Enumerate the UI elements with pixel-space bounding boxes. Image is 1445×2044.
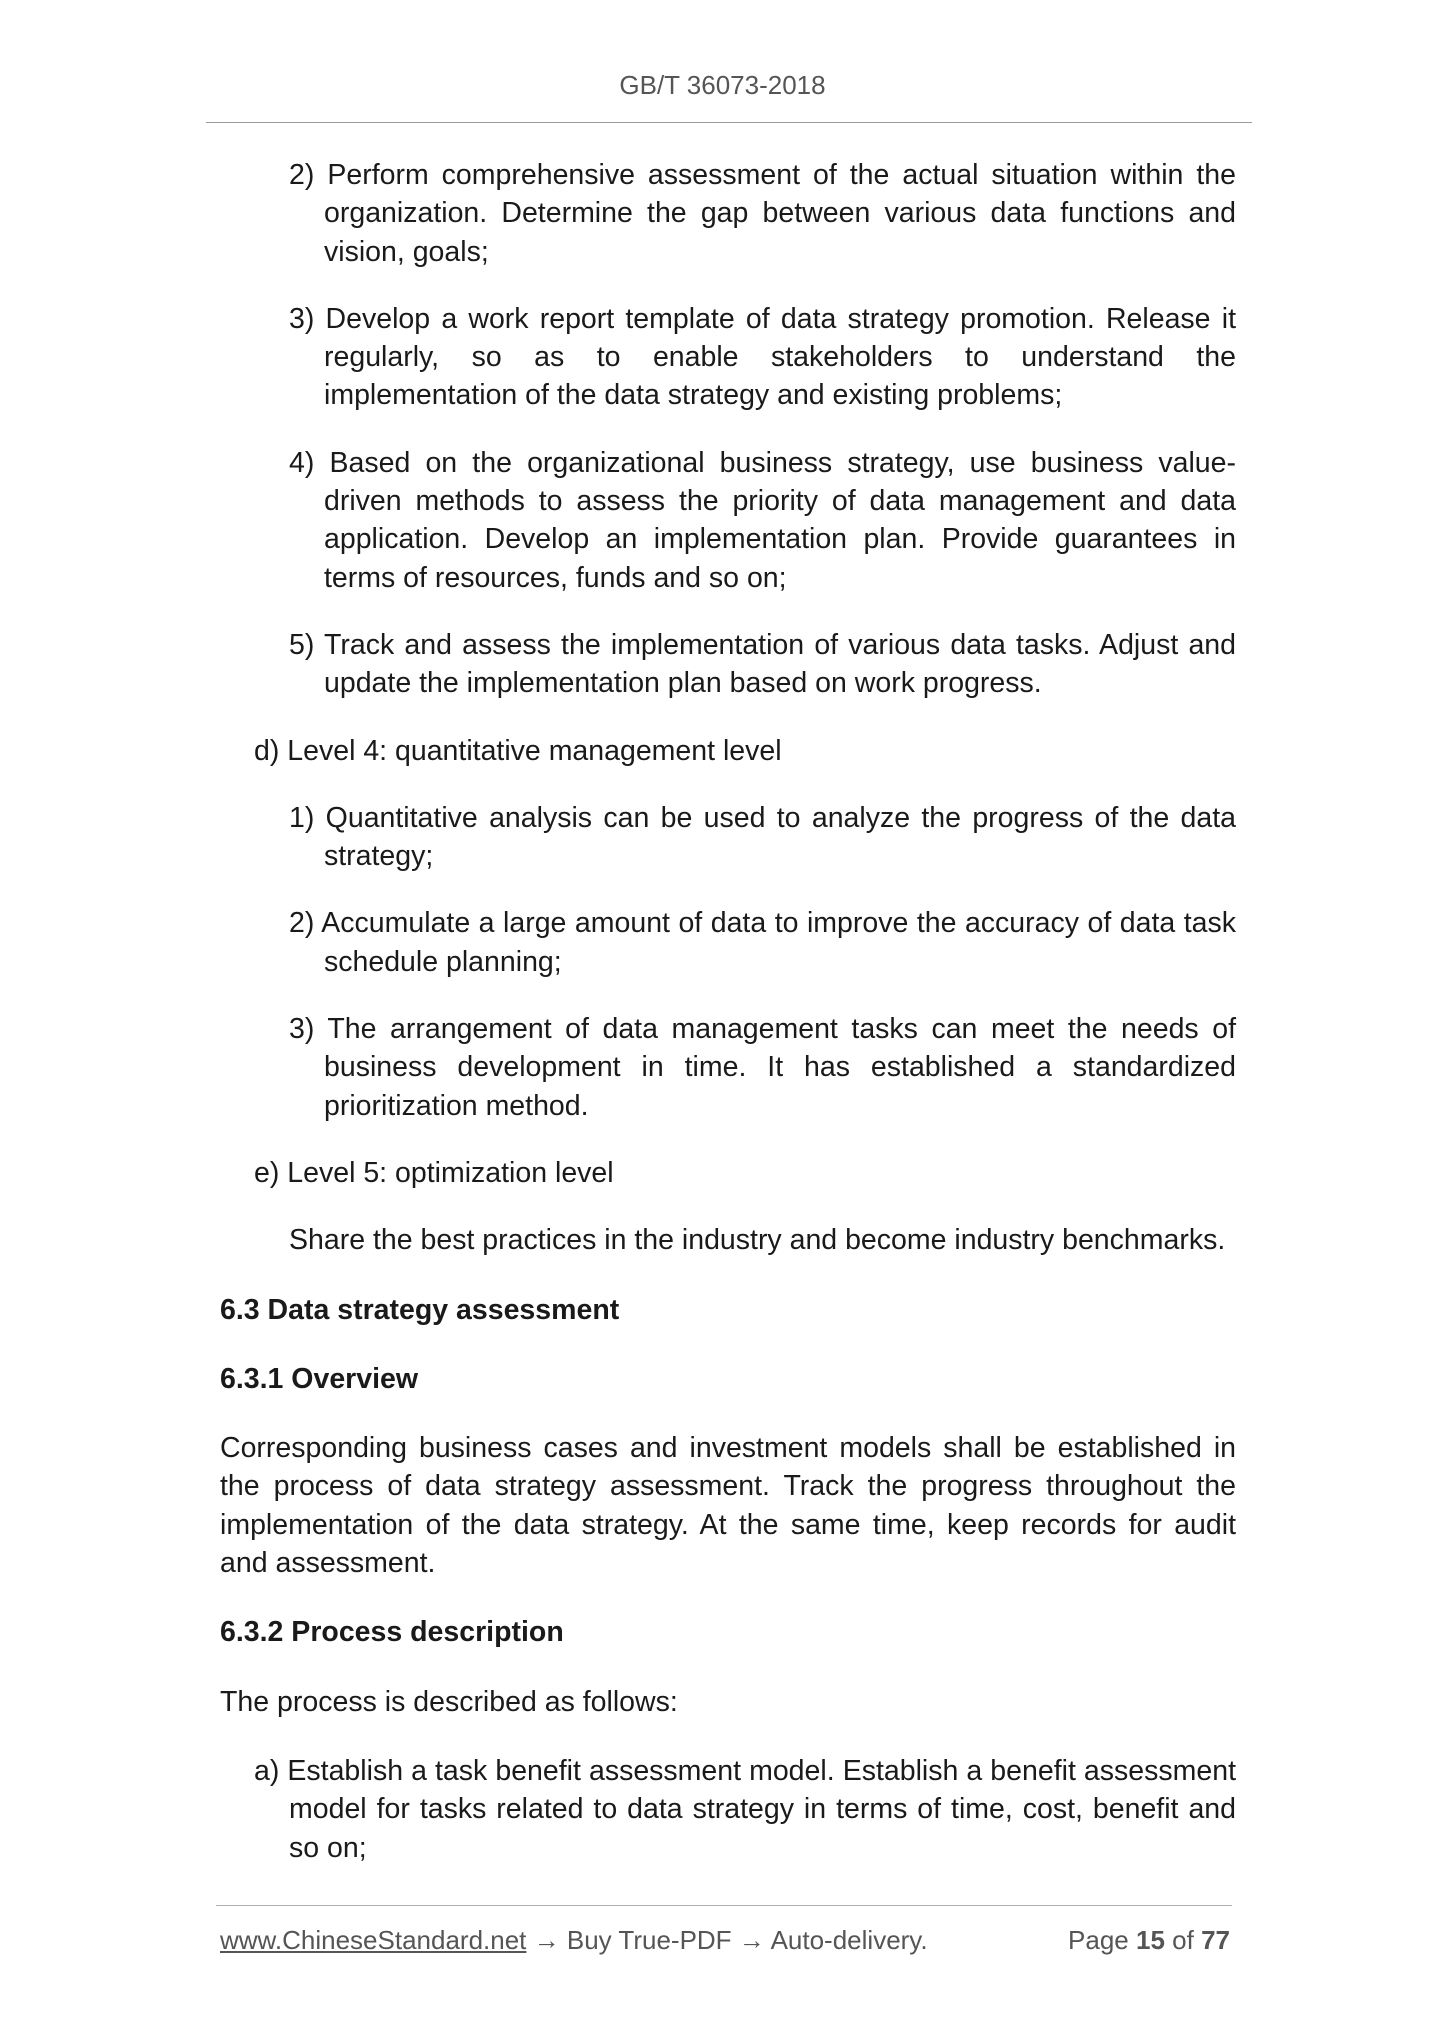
- item-label: 3): [289, 302, 315, 335]
- subsection-heading: 6.3.2 Process description: [220, 1616, 564, 1649]
- list-item: [220, 904, 1236, 981]
- item-text: Quantitative analysis can be used to analyze the progress of the data strategy;: [324, 801, 1237, 873]
- item-text: Establish a task benefit assessment model. Establish a benefit assessment model for tasks related to data strategy in terms of time, cost, benefit and so on;: [287, 1754, 1236, 1864]
- section-heading: 6.3 Data strategy assessment: [220, 1293, 620, 1326]
- footer-promo-text: → Buy True-PDF → Auto-delivery.: [526, 1925, 928, 1955]
- item-text: Based on the organizational business strategy, use business value-driven methods to assess the priority of data management and data application. Develop an implementation plan. Provide guarantees in terms of resources, funds and so on;: [324, 446, 1237, 594]
- item-label: 3): [289, 1013, 315, 1046]
- list-item: [220, 626, 1236, 703]
- item-text: Track and assess the implementation of various data tasks. Adjust and update the implementation plan based on work progress.: [324, 628, 1237, 700]
- list-item: [220, 1752, 1236, 1867]
- item-text: Develop a work report template of data strategy promotion. Release it regularly, so as to enable stakeholders to understand the implementation of the data strategy and existing problems;: [324, 302, 1236, 412]
- page-current: 15: [1136, 1925, 1165, 1955]
- document-body: [220, 156, 1236, 1867]
- item-label: d): [254, 734, 280, 767]
- item-text: The arrangement of data management tasks can meet the needs of business development in time. It has established a standardized prioritization method.: [324, 1013, 1236, 1122]
- item-label: 2): [289, 907, 315, 940]
- website-link[interactable]: www.ChineseStandard.net: [220, 1925, 527, 1955]
- item-text: Perform comprehensive assessment of the actual situation within the organization. Determine the gap between various data functions and vision, goals;: [324, 159, 1236, 268]
- header-divider: [206, 122, 1252, 123]
- list-item: [220, 156, 1236, 271]
- level-item-e: [220, 1154, 1236, 1192]
- overview-paragraph: Corresponding business cases and investment models shall be established in the process of data strategy assessment. Track the progress throughout the implementation of the data strategy. At the same time, keep records for audit and assessment.: [220, 1432, 1236, 1580]
- page-of: of: [1172, 1925, 1194, 1955]
- subsection-heading: 6.3.1 Overview: [220, 1362, 419, 1395]
- list-item: [220, 444, 1236, 597]
- process-intro: The process is described as follows:: [220, 1685, 678, 1718]
- page-indicator: [1068, 1925, 1230, 1956]
- item-text: Level 4: quantitative management level: [287, 734, 782, 767]
- item-label: 5): [289, 628, 315, 661]
- list-item: [220, 300, 1236, 415]
- level-e-description: Share the best practices in the industry and become industry benchmarks.: [289, 1224, 1226, 1257]
- item-label: 4): [289, 446, 315, 479]
- list-item: [220, 1010, 1236, 1125]
- page-total: 77: [1201, 1925, 1230, 1955]
- level-item-d: [220, 732, 1236, 770]
- item-text: Level 5: optimization level: [287, 1156, 614, 1189]
- footer-divider: [216, 1905, 1232, 1906]
- item-text: Accumulate a large amount of data to improve the accuracy of data task schedule planning;: [321, 907, 1236, 978]
- item-label: 2): [289, 159, 315, 191]
- document-header: GB/T 36073-2018: [619, 70, 826, 100]
- page-label: Page: [1068, 1925, 1129, 1955]
- item-label: 1): [289, 801, 315, 834]
- item-label: e): [254, 1156, 280, 1189]
- footer-promo: [220, 1925, 928, 1956]
- list-item: [220, 799, 1236, 876]
- item-label: a): [254, 1754, 280, 1787]
